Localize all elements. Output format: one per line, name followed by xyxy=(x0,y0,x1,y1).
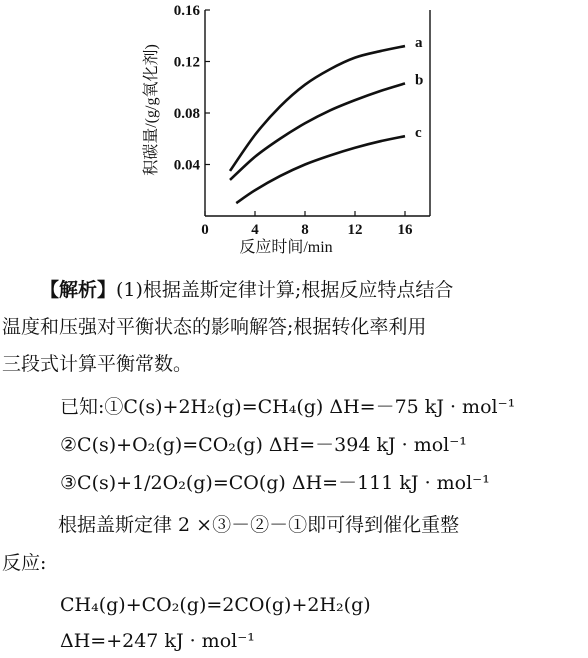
x-tick-label: 4 xyxy=(251,222,259,238)
analysis-line-2: 温度和压强对平衡状态的影响解答;根据转化率利用 xyxy=(2,316,427,338)
known-prefix: 已知: xyxy=(60,396,105,418)
analysis-line-3: 三段式计算平衡常数。 xyxy=(2,353,193,375)
x-tick-label: 16 xyxy=(397,222,413,238)
carbon-deposition-chart xyxy=(140,0,440,262)
x-tick-label: 12 xyxy=(347,222,363,238)
equation-1: ①C(s)+2H₂(g)=CH₄(g) ΔH=－75 kJ · mol⁻¹ xyxy=(104,396,516,418)
y-tick-label: 0.12 xyxy=(173,54,200,71)
series-label-a: a xyxy=(415,35,423,52)
chart-series xyxy=(230,35,423,203)
y-tick-label: 0.16 xyxy=(173,3,200,19)
series-label-b: b xyxy=(415,72,424,89)
chart-ticks xyxy=(174,3,413,238)
series-label-c: c xyxy=(415,125,422,142)
y-axis-title: 积碳量/(g/g氧化剂) xyxy=(143,44,160,176)
reforming-reaction: CH₄(g)+CO₂(g)=2CO(g)+2H₂(g) xyxy=(60,594,371,616)
hess-line-2: 反应: xyxy=(2,552,47,574)
equation-1-line xyxy=(60,392,515,422)
x-axis-title: 反应时间/min xyxy=(239,239,333,256)
reforming-enthalpy: ΔH=+247 kJ · mol⁻¹ xyxy=(60,630,255,652)
equation-3: ③C(s)+1/2O₂(g)=CO(g) ΔH=－111 kJ · mol⁻¹ xyxy=(60,472,490,494)
series-line-a xyxy=(230,46,405,171)
equation-2: ②C(s)+O₂(g)=CO₂(g) ΔH=－394 kJ · mol⁻¹ xyxy=(60,434,467,456)
x-tick-label: 8 xyxy=(301,222,309,238)
analysis-line-1 xyxy=(40,275,453,305)
hess-line-1: 根据盖斯定律 2 ×③－②－①即可得到催化重整 xyxy=(58,514,460,536)
x-tick-label: 0 xyxy=(201,222,209,238)
y-tick-label: 0.08 xyxy=(173,106,200,122)
y-tick-label: 0.04 xyxy=(173,157,200,174)
analysis-heading: 【解析】 xyxy=(40,279,117,301)
analysis-text-1: (1)根据盖斯定律计算;根据反应特点结合 xyxy=(116,279,454,301)
series-line-c xyxy=(236,136,405,203)
chart-axes xyxy=(205,10,430,216)
